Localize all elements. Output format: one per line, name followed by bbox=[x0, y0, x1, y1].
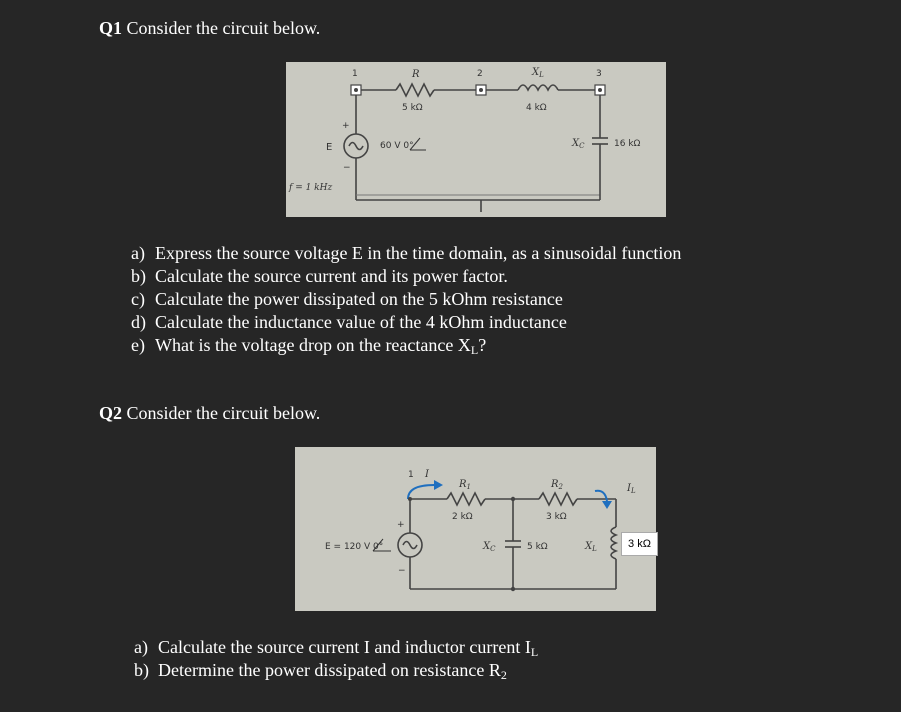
q2-il-label: $I_L$ bbox=[627, 483, 636, 495]
q1-source-value: 60 V 0° bbox=[380, 141, 414, 151]
q1-label: Q1 bbox=[99, 18, 123, 38]
q2-label: Q2 bbox=[99, 403, 123, 423]
q1-xl-value: 4 kΩ bbox=[526, 103, 547, 113]
q1-questions bbox=[131, 242, 681, 357]
q2-xl-value-box: 3 kΩ bbox=[621, 532, 658, 556]
q1-question-a: a) Express the source voltage E in the time domain, as a sinusoidal function bbox=[131, 243, 682, 263]
q1-plus: + bbox=[342, 121, 350, 131]
q2-question-b: b) Determine the power dissipated on resistance $R_2$ bbox=[134, 660, 507, 682]
q1-question-e: e) What is the voltage drop on the reactance $X_L$? bbox=[131, 335, 487, 357]
q2-questions bbox=[134, 636, 538, 682]
q2-title-text: Consider the circuit below. bbox=[126, 403, 321, 423]
q1-circuit-image bbox=[286, 62, 666, 217]
q2-minus: − bbox=[398, 566, 406, 576]
q2-r1-label: $R_1$ bbox=[459, 479, 471, 491]
q2-node-1: 1 bbox=[408, 470, 414, 480]
q1-xc-value: 16 kΩ bbox=[614, 139, 641, 149]
q2-r1-value: 2 kΩ bbox=[452, 512, 473, 522]
q1-title-text: Consider the circuit below. bbox=[126, 18, 321, 38]
q1-node-1: 1 bbox=[352, 69, 358, 79]
q1-r-value: 5 kΩ bbox=[402, 103, 423, 113]
q1-question-d: d) Calculate the inductance value of the 4 kOhm inductance bbox=[131, 312, 567, 332]
q2-source-value: E = 120 V 0° bbox=[325, 542, 384, 552]
q2-xc-label: $X_C$ bbox=[483, 541, 496, 553]
q1-node-3: 3 bbox=[596, 69, 602, 79]
q2-title bbox=[99, 403, 320, 424]
q2-circuit-image bbox=[295, 447, 656, 611]
q2-i-label: I bbox=[425, 469, 429, 480]
q1-xl-label: $X_L$ bbox=[532, 67, 544, 79]
q2-r2-label: $R_2$ bbox=[551, 479, 563, 491]
q1-question-c: c) Calculate the power dissipated on the 5 kOhm resistance bbox=[131, 289, 563, 309]
q1-minus: − bbox=[343, 163, 351, 173]
q2-question-a: a) Calculate the source current I and inductor current $I_L$ bbox=[134, 637, 539, 659]
q1-source-label: E bbox=[326, 142, 333, 153]
q1-r-label: R bbox=[412, 69, 420, 80]
q2-r2-value: 3 kΩ bbox=[546, 512, 567, 522]
q1-freq: f = 1 kHz bbox=[289, 183, 333, 193]
q2-plus: + bbox=[397, 520, 405, 530]
q1-question-b: b) Calculate the source current and its power factor. bbox=[131, 266, 508, 286]
q1-xc-label: $X_C$ bbox=[572, 138, 585, 150]
q2-xc-value: 5 kΩ bbox=[527, 542, 548, 552]
q2-xl-label: $X_L$ bbox=[585, 541, 597, 553]
q1-node-2: 2 bbox=[477, 69, 483, 79]
q1-title bbox=[99, 18, 320, 39]
